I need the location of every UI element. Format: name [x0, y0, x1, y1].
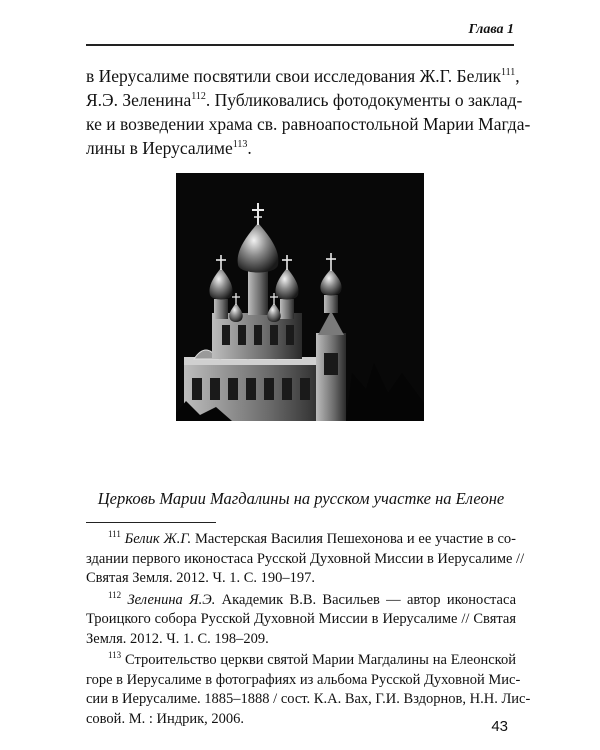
footnote-text: Академик В.В. Васильев — автор иконостаса [215, 591, 516, 608]
footnote-line: Святая Земля. 2012. Ч. 1. С. 190–197. [86, 570, 315, 586]
figure-caption: Церковь Марии Магдалины на русском участке на Елеоне [97, 489, 505, 508]
body-text-span: лины в Иерусалиме [86, 138, 233, 158]
page-number: 43 [491, 718, 508, 735]
footnote-ref: 113 [232, 139, 248, 151]
footnote-author: Зеленина Я.Э. [127, 591, 216, 608]
footnote-author: Белик Ж.Г. [124, 531, 192, 547]
footnote-number: 113 [108, 650, 122, 661]
footnote-ref: 111 [500, 67, 516, 79]
footnote-line: совой. М. : Индрик, 2006. [86, 710, 245, 727]
chapter-title: Глава 1 [468, 22, 514, 37]
footnote-text: Строительство церкви святой Марии Магдалины на Елеонской [124, 652, 516, 668]
church-illustration [176, 173, 424, 421]
body-text-span: . [247, 138, 252, 158]
body-line: ке и возведении храма св. равноапостольной Марии Магда- [86, 114, 531, 134]
footnote-rule [86, 522, 216, 523]
footnote-number: 112 [108, 589, 122, 600]
body-line [86, 136, 516, 160]
header-rule [86, 44, 514, 46]
footnote-line: здании первого иконостаса Русской Духовной Миссии в Иерусалиме // [86, 550, 525, 567]
body-text-span: . Публиковались фотодокументы о заклад- [205, 90, 523, 110]
footnote-ref: 112 [191, 91, 206, 103]
body-text-span: Я.Э. Зеленина [86, 90, 192, 110]
body-line [86, 88, 523, 112]
footnote-line [86, 530, 516, 550]
footnote-111 [86, 529, 525, 589]
footnote-line: горе в Иерусалиме в фотографиях из альбома Русской Духовной Мис- [86, 671, 521, 688]
footnote-line [86, 651, 516, 671]
footnotes [86, 529, 531, 731]
church-photo [176, 173, 424, 421]
footnote-number: 111 [108, 529, 121, 540]
body-paragraph [86, 64, 531, 160]
body-text-span: , [515, 66, 520, 86]
footnote-text: Мастерская Василия Пешехонова и ее участие в со- [191, 531, 516, 547]
footnote-line: Земля. 2012. Ч. 1. С. 198–209. [86, 630, 269, 647]
footnote-line: Троицкого собора Русской Духовной Миссии в Иерусалиме // Святая [86, 611, 516, 627]
footnote-line [86, 591, 516, 611]
footnote-113 [86, 650, 531, 729]
body-text-span: в Иерусалиме посвятили свои исследования Ж.Г. Белик [86, 66, 501, 86]
footnote-112 [86, 591, 516, 650]
footnote-line: сии в Иерусалиме. 1885–1888 / сост. К.А. Вах, Г.И. Вздорнов, Н.Н. Лис- [86, 691, 531, 707]
body-line [86, 64, 520, 88]
